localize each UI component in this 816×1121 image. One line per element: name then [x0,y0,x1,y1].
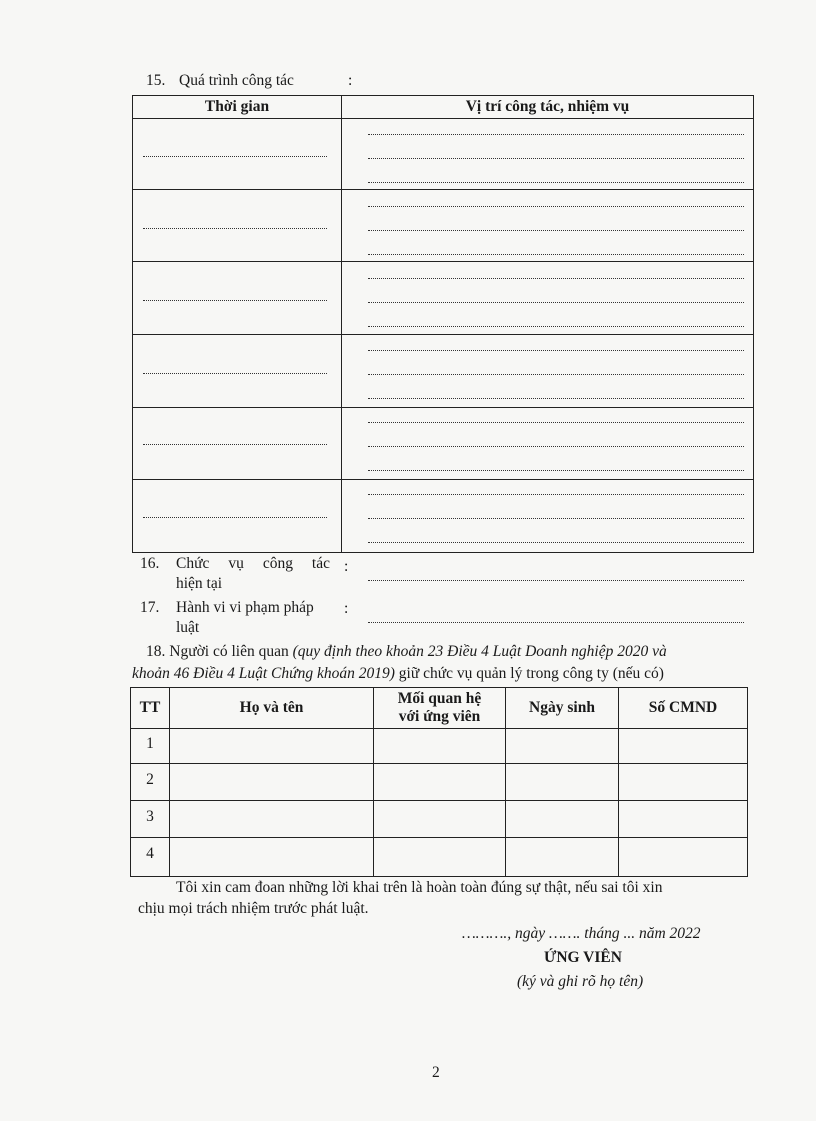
time-field-6[interactable] [143,515,327,518]
position-field[interactable] [368,228,744,231]
section-16-number: 16. [140,555,160,572]
position-field[interactable] [368,492,744,495]
header-dob: Ngày sinh [529,699,595,716]
time-field-5[interactable] [143,442,327,445]
section-18-italic-2: khoản 46 Điều 4 Luật Chứng khoán 2019) [132,665,395,682]
time-field-3[interactable] [143,298,327,301]
position-field[interactable] [368,468,744,471]
header-divider [131,728,747,729]
position-field[interactable] [368,252,744,255]
section-17-label-cont: luật [176,619,200,636]
section-16-colon: : [344,558,349,575]
signature-note: (ký và ghi rõ họ tên) [517,973,644,990]
section-16-label-cont: hiện tại [176,575,223,592]
row-number: 3 [146,808,154,825]
section-18-line1 [146,642,667,661]
date-line: ………., ngày ……. tháng ... năm 2022 [462,925,701,942]
header-position: Vị trí công tác, nhiệm vụ [465,98,630,115]
section-18-line2 [132,664,664,683]
header-name: Họ và tên [239,699,304,716]
row-divider [133,189,753,190]
section-18-suffix: giữ chức vụ quản lý trong công ty (nếu có) [394,665,664,682]
violations-field[interactable] [368,620,744,623]
declaration-line2: chịu mọi trách nhiệm trước phát luật. [138,900,369,917]
row-divider [131,800,747,801]
position-field[interactable] [368,180,744,183]
position-field[interactable] [368,372,744,375]
position-field[interactable] [368,516,744,519]
page-number: 2 [432,1064,440,1081]
header-relation-line1: Mối quan hệ [397,690,482,707]
related-persons-table [130,687,748,877]
header-relation-line2: với ứng viên [398,708,481,725]
position-field[interactable] [368,300,744,303]
position-field[interactable] [368,540,744,543]
row-divider [133,407,753,408]
section-15-colon: : [348,72,353,89]
column-divider [341,96,342,552]
section-18-italic-1: (quy định theo khoản 23 Điều 4 Luật Doanh nghiệp 2020 và [292,643,667,660]
position-field[interactable] [368,132,744,135]
current-position-field[interactable] [368,578,744,581]
position-field[interactable] [368,444,744,447]
row-divider [133,334,753,335]
position-field[interactable] [368,324,744,327]
section-15-number: 15. [146,72,166,89]
position-field[interactable] [368,348,744,351]
row-number: 2 [146,771,154,788]
header-time: Thời gian [204,98,270,115]
section-17-number: 17. [140,599,160,616]
header-id: Số CMND [648,699,718,716]
row-number: 1 [146,735,154,752]
time-field-1[interactable] [143,154,327,157]
section-17-label: Hành vi vi phạm pháp [176,599,314,616]
header-divider [133,118,753,119]
position-field[interactable] [368,204,744,207]
signer-title: ỨNG VIÊN [544,949,622,966]
section-15-label: Quá trình công tác [179,72,294,89]
declaration-line1: Tôi xin cam đoan những lời khai trên là hoàn toàn đúng sự thật, nếu sai tôi xin [176,879,663,896]
time-field-2[interactable] [143,226,327,229]
header-relation [374,688,505,728]
position-field[interactable] [368,276,744,279]
row-divider [133,479,753,480]
position-field[interactable] [368,396,744,399]
row-number: 4 [146,845,154,862]
time-field-4[interactable] [143,371,327,374]
position-field[interactable] [368,156,744,159]
position-field[interactable] [368,420,744,423]
header-tt: TT [139,699,161,716]
section-17-colon: : [344,600,349,617]
row-divider [133,261,753,262]
section-16-label: Chức vụ công tác [176,555,330,572]
row-divider [131,763,747,764]
section-18-prefix: 18. Người có liên quan [146,643,293,660]
row-divider [131,837,747,838]
